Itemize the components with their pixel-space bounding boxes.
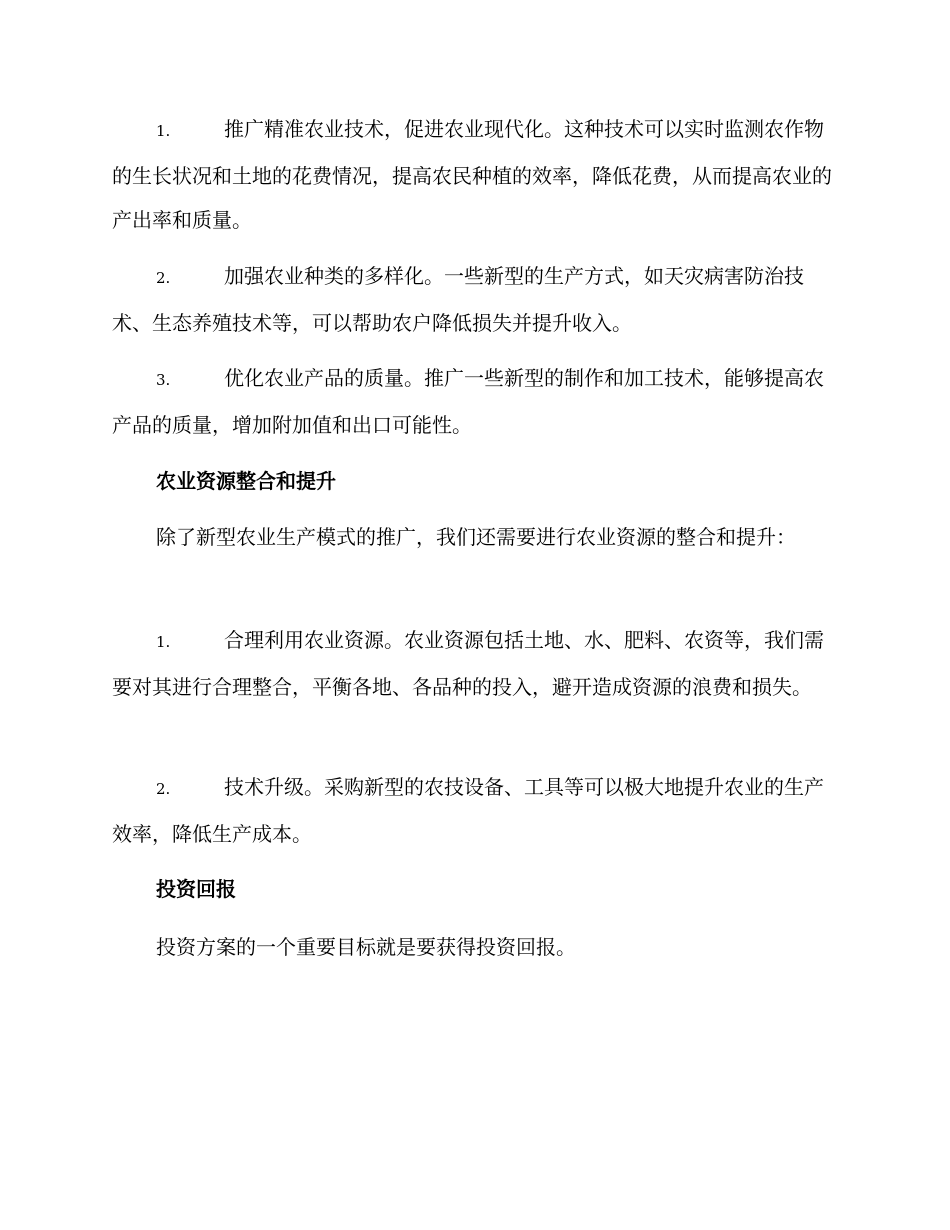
list-item xyxy=(112,107,832,243)
list-number: 1. xyxy=(156,633,171,651)
list-number: 2. xyxy=(156,780,171,798)
list-item-text: 合理利用农业资源。农业资源包括土地、水、肥料、农资等，我们需要对其进行合理整合，平衡各地、各品种的投入，避开造成资源的浪费和损失。 xyxy=(112,628,824,699)
section-intro: 投资方案的一个重要目标就是要获得投资回报。 xyxy=(156,935,576,959)
list-number: 2. xyxy=(156,269,171,287)
list-item-text: 技术升级。采购新型的农技设备、工具等可以极大地提升农业的生产效率，降低生产成本。 xyxy=(112,775,824,846)
list-number: 1. xyxy=(156,122,171,140)
list-item xyxy=(112,254,832,345)
list-item xyxy=(112,765,832,856)
list-item xyxy=(112,356,832,447)
list-item-text: 推广精准农业技术，促进农业现代化。这种技术可以实时监测农作物的生长状况和土地的花费情况，提高农民种植的效率，降低花费，从而提高农业的产出率和质量。 xyxy=(112,117,832,232)
list-item-text: 加强农业种类的多样化。一些新型的生产方式，如天灾病害防治技术、生态养殖技术等，可以帮助农户降低损失并提升收入。 xyxy=(112,264,804,335)
list-number: 3. xyxy=(156,371,171,389)
list-item-text: 优化农业产品的质量。推广一些新型的制作和加工技术，能够提高农产品的质量，增加附加值和出口可能性。 xyxy=(112,366,824,437)
section-heading: 投资回报 xyxy=(156,877,236,901)
section-heading: 农业资源整合和提升 xyxy=(156,469,336,493)
list-item xyxy=(112,618,832,709)
section-intro: 除了新型农业生产模式的推广，我们还需要进行农业资源的整合和提升： xyxy=(156,525,796,549)
